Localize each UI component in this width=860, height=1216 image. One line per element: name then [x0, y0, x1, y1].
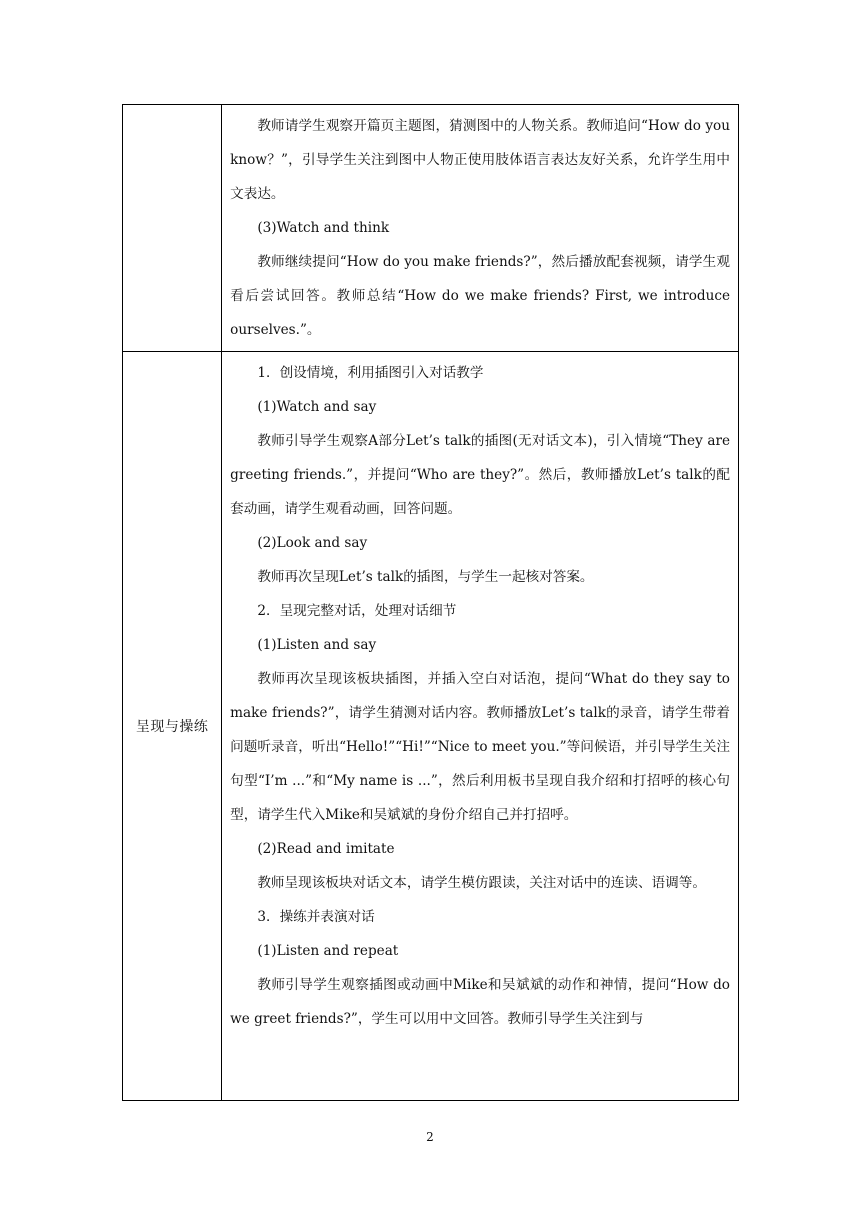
stage-label-cell	[123, 105, 222, 352]
stage-label: 呈现与操练	[135, 719, 209, 735]
paragraph: (3)Watch and think	[257, 220, 390, 236]
paragraph: (2)Read and imitate	[257, 841, 395, 857]
table-row	[123, 352, 739, 1101]
paragraph: 3．操练并表演对话	[257, 909, 375, 925]
paragraph: 教师继续提问“How do you make friends?”，然后播放配套视频，请学生观看后尝试回答。教师总结“How do we make friends? First, we introduce ourselves.”。	[230, 254, 730, 338]
paragraph: 1．创设情境，利用插图引入对话教学	[257, 365, 484, 381]
paragraph: 教师再次呈现该板块插图，并插入空白对话泡，提问“What do they say to make friends?”，请学生猜测对话内容。教师播放Let’s talk的录音，请学生带着问题听录音，听出“Hello!”“Hi!”“Nice to meet you.”等问候语，并引导学生关注句型“I’m ...”和“My name is ...”，然后利用板书呈现自我介绍和打招呼的核心句型，请学生代入Mike和吴斌斌的身份介绍自己并打招呼。	[230, 671, 730, 823]
paragraph: 教师引导学生观察插图或动画中Mike和吴斌斌的动作和神情，提问“How do we greet friends?”，学生可以用中文回答。教师引导学生关注到与	[230, 977, 730, 1027]
paragraph: (1)Listen and say	[257, 637, 377, 653]
paragraph: 教师请学生观察开篇页主题图，猜测图中的人物关系。教师追问“How do you know？”，引导学生关注到图中人物正使用肢体语言表达友好关系，允许学生用中文表达。	[230, 118, 730, 202]
page-number: 2	[426, 1130, 434, 1144]
content-cell	[222, 105, 739, 352]
paragraph: 教师引导学生观察A部分Let’s talk的插图(无对话文本)，引入情境“They are greeting friends.”，并提问“Who are they?”。然后，教师播放Let’s talk的配套动画，请学生观看动画，回答问题。	[230, 433, 730, 517]
stage-label-cell	[123, 352, 222, 1101]
lesson-plan-table	[122, 104, 739, 1101]
paragraph: (1)Watch and say	[257, 399, 377, 415]
paragraph: 2．呈现完整对话，处理对话细节	[257, 603, 457, 619]
content-cell	[222, 352, 739, 1101]
table-row	[123, 105, 739, 352]
paragraph: 教师再次呈现Let’s talk的插图，与学生一起核对答案。	[257, 569, 594, 585]
paragraph: (1)Listen and repeat	[257, 943, 399, 959]
paragraph: (2)Look and say	[257, 535, 368, 551]
paragraph: 教师呈现该板块对话文本，请学生模仿跟读，关注对话中的连读、语调等。	[257, 875, 706, 891]
